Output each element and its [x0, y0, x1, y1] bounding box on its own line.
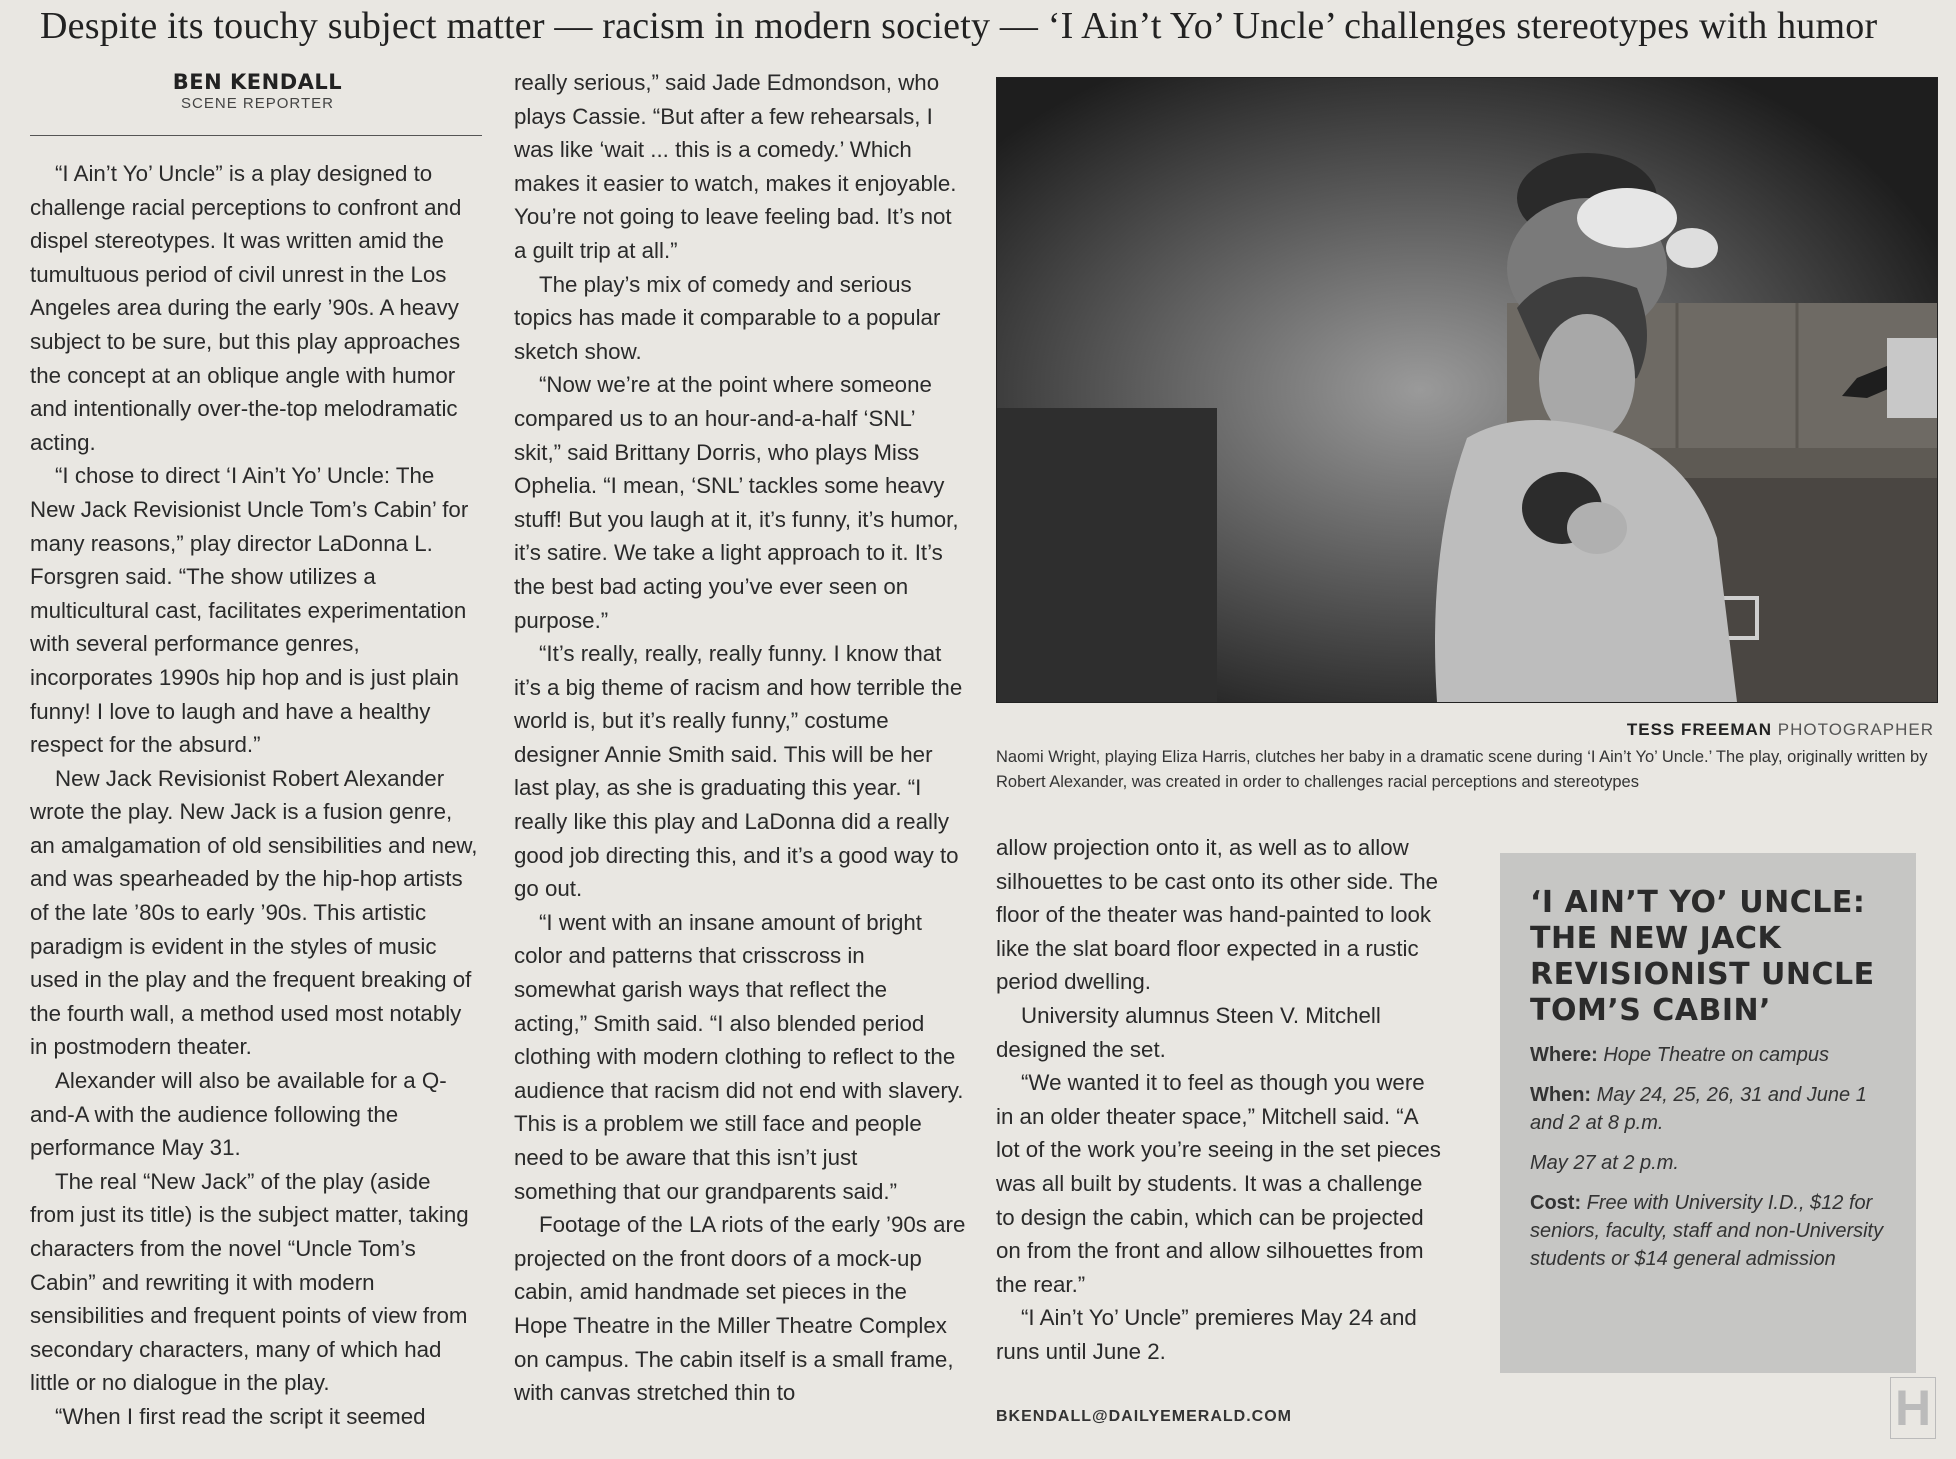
article-column-3	[996, 831, 1446, 1369]
page-corner-mark: H	[1890, 1377, 1936, 1439]
byline-name: BEN KENDALL	[172, 70, 343, 94]
byline	[30, 70, 485, 112]
photo-credit	[996, 720, 1934, 740]
byline-rule	[30, 135, 482, 136]
paragraph: “We wanted it to feel as though you were in an older theater space,” Mitchell said. “A lot of the work you’re seeing in the set pieces was all built by students. It was a challenge to design the cabin, which can be projected on from the front and allow silhouettes from the rear.”	[996, 1070, 1441, 1297]
paragraph: Footage of the LA riots of the early ’90s are projected on the front doors of a mock-up cabin, amid handmade set pieces in the Hope Theatre in the Miller Theatre Complex on campus. The cabin itself is a small frame, with canvas stretched thin to	[514, 1212, 966, 1406]
paragraph: “I went with an insane amount of bright color and patterns that crisscross in somewhat garish ways that reflect the acting,” Smith said. “I also blended period clothing with modern clothing to reflect to the audience that racism did not end with slavery. This is a problem we still face and people need to be aware that this isn’t just something that our grandparents said.”	[514, 909, 964, 1204]
author-email: BKENDALL@DAILYEMERALD.COM	[996, 1408, 1293, 1425]
info-when	[1530, 1081, 1886, 1137]
where-value: Hope Theatre on campus	[1603, 1044, 1830, 1066]
where-label: Where:	[1530, 1044, 1598, 1066]
cost-value: Free with University I.D., $12 for seniors, faculty, staff and non-University students or $14 general admission	[1530, 1192, 1884, 1270]
photo-caption: Naomi Wright, playing Eliza Harris, clutches her baby in a dramatic scene during ‘I Ain’t Yo’ Uncle.’ The play, originally written by Robert Alexander, was created in order to challenges racial perceptions and stereotypes	[996, 748, 1928, 791]
paragraph: allow projection onto it, as well as to allow silhouettes to be cast onto its other side. The floor of the theater was hand-painted to look like the slat board floor expected in a rustic period dwelling.	[996, 835, 1439, 995]
when-extra-value: May 27 at 2 p.m.	[1530, 1152, 1679, 1174]
photographer-title: PHOTOGRAPHER	[1777, 720, 1934, 739]
info-when-extra	[1530, 1149, 1886, 1177]
info-cost	[1530, 1189, 1886, 1273]
paragraph: “I Ain’t Yo’ Uncle” is a play designed to challenge racial perceptions to confront and dispel stereotypes. It was written amid the tumultuous period of civil unrest in the Los Angeles area during the early ’90s. A heavy subject to be sure, but this play approaches the concept at an oblique angle with humor and intentionally over-the-top melodramatic acting.	[30, 161, 462, 455]
stage-photo-illustration	[997, 78, 1937, 702]
event-info-box	[1500, 853, 1916, 1373]
paragraph: “I Ain’t Yo’ Uncle” premieres May 24 and runs until June 2.	[996, 1305, 1417, 1364]
info-where	[1530, 1041, 1886, 1069]
paragraph: “When I first read the script it seemed	[55, 1403, 426, 1429]
article-column-1	[30, 157, 478, 1434]
paragraph: The play’s mix of comedy and serious topics has made it comparable to a popular sketch show.	[514, 271, 941, 364]
paragraph: “I chose to direct ‘I Ain’t Yo’ Uncle: The New Jack Revisionist Uncle Tom’s Cabin’ for many reasons,” play director LaDonna L. Forsgren said. “The show utilizes a multicultural cast, facilitates experimentation with several performance genres, incorporates 1990s hip hop and is just plain funny! I love to laugh and have a healthy respect for the absurd.”	[30, 463, 469, 758]
info-box-title: ‘I AIN’T YO’ UNCLE: THE NEW JACK REVISIONIST UNCLE TOM’S CABIN’	[1530, 885, 1875, 1028]
paragraph: “It’s really, really, really funny. I know that it’s a big theme of racism and how terrible the world is, but it’s really funny,” costume designer Annie Smith said. This will be her last play, as she is graduating this year. “I really like this play and LaDonna did a really good job directing this, and it’s a good way to go out.	[514, 641, 963, 902]
stage-photo	[996, 77, 1938, 703]
paragraph: New Jack Revisionist Robert Alexander wrote the play. New Jack is a fusion genre, an amalgamation of old sensibilities and new, and was spearheaded by the hip-hop artists of the late ’80s to early ’90s. This artistic paradigm is evident in the styles of music used in the play and the frequent breaking of the fourth wall, a method used most notably in postmodern theater.	[30, 765, 478, 1060]
when-label: When:	[1530, 1084, 1592, 1106]
byline-role: SCENE REPORTER	[181, 95, 334, 112]
headline: Despite its touchy subject matter — racism in modern society — ‘I Ain’t Yo’ Uncle’ challenges stereotypes with humor	[40, 5, 1878, 47]
article-column-2	[514, 66, 966, 1410]
photographer-name: TESS FREEMAN	[1626, 720, 1773, 739]
when-value: May 24, 25, 26, 31 and June 1 and 2 at 8 p.m.	[1530, 1084, 1867, 1134]
paragraph: Alexander will also be available for a Q-and-A with the audience following the performance May 31.	[30, 1068, 447, 1161]
paragraph: University alumnus Steen V. Mitchell designed the set.	[996, 1002, 1381, 1062]
cost-label: Cost:	[1530, 1192, 1582, 1214]
paragraph: really serious,” said Jade Edmondson, who plays Cassie. “But after a few rehearsals, I was like ‘wait ... this is a comedy.’ Which makes it easier to watch, makes it enjoyable. You’re not going to leave feeling bad. It’s not a guilt trip at all.”	[514, 70, 957, 263]
paragraph: The real “New Jack” of the play (aside from just its title) is the subject matter, taking characters from the novel “Uncle Tom’s Cabin” and rewriting it with modern sensibilities and frequent points of view from secondary characters, many of which had little or no dialogue in the play.	[30, 1168, 469, 1396]
paragraph: “Now we’re at the point where someone compared us to an hour-and-a-half ‘SNL’ skit,” said Brittany Dorris, who plays Miss Ophelia. “I mean, ‘SNL’ tackles some heavy stuff! But you laugh at it, it’s funny, it’s humor, it’s satire. We take a light approach to it. It’s the best bad acting you’ve ever seen on purpose.”	[514, 372, 959, 633]
